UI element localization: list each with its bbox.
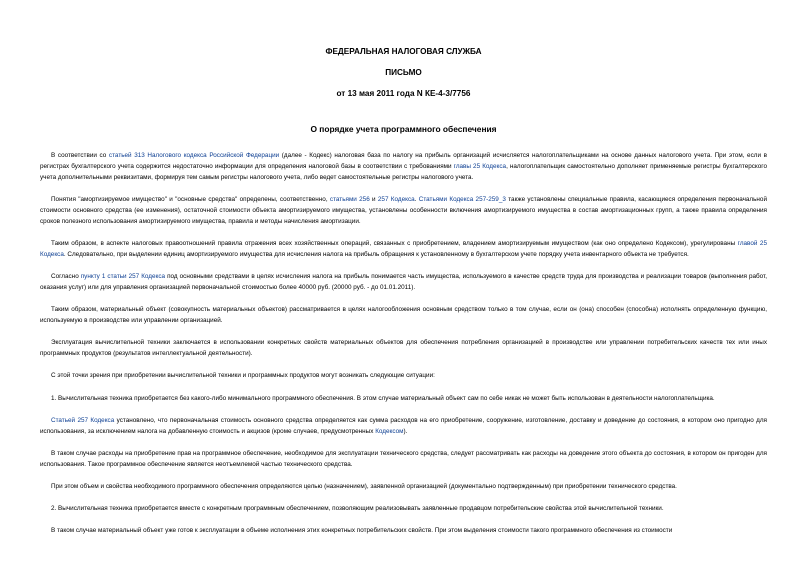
link-article-257-item-1[interactable]: пункту 1 статьи 257 Кодекса — [80, 273, 166, 280]
link-chapter-25[interactable]: главой 25 Кодекса — [40, 240, 767, 258]
document-date-number: от 13 мая 2011 года N КЕ-4-3/7756 — [336, 89, 471, 98]
link-article-313[interactable]: статьей 313 Налогового кодекса Российской Федерации — [108, 152, 280, 159]
paragraph: 2. Вычислительная техника приобретается вместе с конкретным программным обеспечением, позволяющим реализовывать заявленные продавцом потребительские свойства этой вычислительной техники. — [51, 505, 664, 512]
link-code[interactable]: Кодексом — [375, 428, 404, 435]
paragraph: Понятия "амортизируемое имущество" и "основные средства" определены, соответственно, статьями 256 и 257 Кодекса. Статьями Кодекса 257-259_3 также установлены специальные правила, касающиеся определения первоначальной стоимости основного средства (ее изменения), остаточной стоимости объекта амортизируемого имущества, установлены особенности включения амортизируемого имущества в состав амортизационных групп, а также правила определения сроков полезного использования амортизируемого имущества, правила и методы начисления амортизации. — [40, 196, 767, 225]
paragraph: С этой точки зрения при приобретении вычислительной техники и программных продуктов могут возникать следующие ситуации: — [51, 372, 435, 379]
document-body — [40, 150, 767, 547]
paragraph: Согласно пункту 1 статьи 257 Кодекса под основными средствами в целях исчисления налога на прибыль понимается часть имущества, используемого в качестве средств труда для производства и реализации товаров (выполнения работ, оказания услуг) или для управления организацией первоначальной стоимостью более 40000 руб. (20000 руб. - до 01.01.2011). — [40, 273, 768, 291]
paragraph: В таком случае материальный объект уже готов к эксплуатации в объеме исполнения этих конкретных потребительских свойств. При этом выделения стоимости такого программного обеспечения из стоимости — [51, 527, 673, 534]
paragraph: Таким образом, материальный объект (совокупность материальных объектов) рассматривается в целях налогообложения основным средством только в том случае, если он (она) способен (способна) исполнять определенную функцию, используемую в производстве или управлении организацией. — [40, 306, 767, 324]
document-subject: О порядке учета программного обеспечения — [310, 124, 497, 134]
link-article-256[interactable]: статьями 256 — [329, 196, 370, 203]
paragraph: В таком случае расходы на приобретение прав на программное обеспечение, необходимое для эксплуатации технического средства, следует рассматривать как расходы на доведение этого объекта до состояния, в котором он пригоден для использования. Такое программное обеспечение является неотъемлемой частью технического средства. — [40, 450, 767, 468]
paragraph: Таким образом, в аспекте налоговых правоотношений правила отражения всех хозяйственных операций, связанных с приобретением, владением амортизируемым имуществом (как оно определено Кодексом), урегулированы главой 25 Кодекса. Следовательно, при выделении единиц амортизируемого имущества для исчисления налога на прибыль обращения к установленному в бухгалтерском учете порядку учета инвентарного объекта не требуется. — [40, 240, 767, 258]
link-chapter-25[interactable]: главы 25 Кодекса — [453, 163, 507, 170]
link-article-257[interactable]: 257 Кодекса — [377, 196, 415, 203]
link-articles-257-259[interactable]: Статьями Кодекса 257-259_3 — [418, 196, 506, 203]
paragraph: В соответствии со статьей 313 Налогового кодекса Российской Федерации (далее - Кодекс) налоговая база по налогу на прибыль организаций исчисляется налогоплательщиками на основе данных налогового учета. При этом, если в регистрах бухгалтерского учета содержится недостаточно информации для определения налоговой базы в соответствии с требованиями главы 25 Кодекса, налогоплательщик самостоятельно дополняет применяемые регистры бухгалтерского учета дополнительными реквизитами, формируя тем самым регистры налогового учета, либо ведет самостоятельные регистры налогового учета. — [40, 152, 768, 181]
agency-title: ФЕДЕРАЛЬНАЯ НАЛОГОВАЯ СЛУЖБА — [325, 47, 482, 56]
paragraph: 1. Вычислительная техника приобретается без какого-либо минимального программного обеспечения. В этом случае материальный объект сам по себе никак не может быть использован в деятельности налогоплательщика. — [51, 395, 715, 402]
document-type: ПИСЬМО — [385, 68, 422, 77]
paragraph: Статьей 257 Кодекса установлено, что первоначальная стоимость основного средства определяется как сумма расходов на его приобретение, сооружение, изготовление, доставку и доведение до состояния, в котором оно пригодно для использования, за исключением налога на добавленную стоимость и акцизов (кроме случаев, предусмотренных Кодексом). — [40, 417, 767, 435]
paragraph: Эксплуатация вычислительной техники заключается в использовании конкретных свойств материальных объектов для обеспечения потребления организацией в производстве или управлении потребительских качеств тех или иных программных продуктов (результатов интеллектуальной деятельности). — [40, 339, 767, 357]
paragraph: При этом объем и свойства необходимого программного обеспечения определяются целью (назначением), заявленной организацией (документально подтвержденным) при приобретении технического средства. — [51, 483, 677, 490]
link-article-257[interactable]: Статьей 257 Кодекса — [51, 417, 115, 424]
